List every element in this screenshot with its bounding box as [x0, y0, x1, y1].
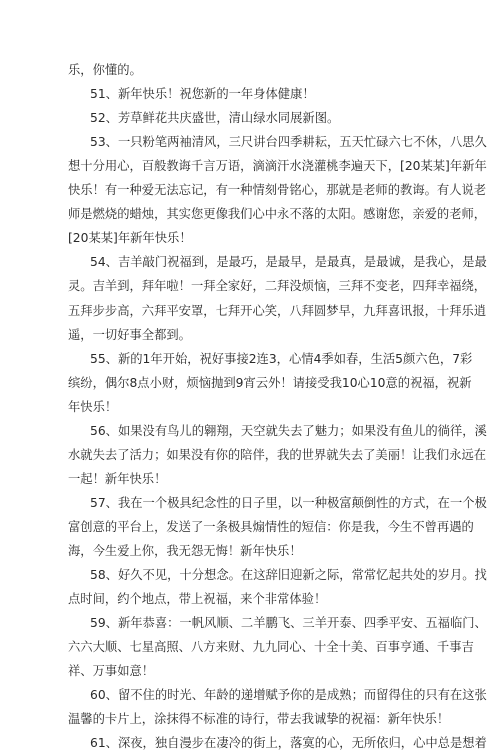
text-line: 缤纷，偶尔8点小财，烦恼抛到9宵云外！请接受我10心10意的祝福，祝新 — [68, 375, 472, 390]
text-line: 六六大顺、七星高照、八方来财、九九同心、十全十美、百事亨通、千事吉 — [68, 640, 474, 655]
text-line: 灵。吉羊到，拜年啦！一拜全家好，二拜没烦恼，三拜不变老，四拜幸福绕， — [68, 279, 487, 294]
text-line: 一起！新年快乐！ — [68, 471, 167, 486]
text-line: 乐，你懂的。 — [68, 63, 142, 77]
text-line: 遥，一切好事全都到。 — [68, 327, 191, 342]
text-line: 57、我在一个极具纪念性的日子里，以一种极富颠倒性的方式，在一个极 — [90, 495, 487, 510]
text-line: 点时间，约个地点，带上祝福，来个非常体验！ — [68, 592, 327, 607]
text-line: 53、一只粉笔两袖清风，三尺讲台四季耕耘，五天忙碌六七不休，八思久 — [90, 135, 487, 150]
text-line: 五拜步步高，六拜平安罩，七拜开心笑，八拜圆梦早，九拜喜讯报，十拜乐逍 — [68, 303, 487, 318]
text-line: 水就失去了活力；如果没有你的陪伴，我的世界就失去了美丽！让我们永远在 — [68, 447, 487, 462]
text-line: 温馨的卡片上，涂抹得不标准的诗行，带去我诚挚的祝福：新年快乐！ — [68, 712, 450, 727]
text-line: [20某某]年新年快乐！ — [68, 231, 192, 246]
text-line: 52、芳草鲜花共庆盛世，清山绿水同展新图。 — [90, 111, 340, 126]
text-line: 海，今生爱上你，我无怨无悔！新年快乐！ — [68, 544, 302, 558]
text-line: 师是燃烧的蜡烛，其实您更像我们心中永不落的太阳。感谢您，亲爱的老师， — [68, 207, 487, 222]
text-line: 想十分用心，百般教诲千言万语，滴滴汗水浇灌桃李遍天下，[20某某]年新年 — [68, 159, 487, 174]
text-line: 61、深夜，独自漫步在凄冷的街上，落寞的心，无所依归，心中总是想着 — [90, 736, 487, 751]
text-line: 55、新的1年开始，祝好事接2连3，心情4季如春，生活5颜六色，7彩 — [90, 351, 473, 366]
text-line: 54、吉羊敲门祝福到，是最巧，是最早，是最真，是最诚，是我心，是最 — [90, 255, 487, 270]
text-line: 富创意的平台上，发送了一条极具煽情性的短信：你是我，今生不曾再遇的 — [68, 519, 474, 534]
text-line: 祥、万事如意！ — [68, 664, 155, 679]
text-line: 年快乐！ — [68, 399, 118, 414]
text-line: 56、如果没有鸟儿的翱翔，天空就失去了魅力；如果没有鱼儿的徜徉，溪 — [90, 423, 487, 438]
text-line: 58、好久不见，十分想念。在这辞旧迎新之际，常常忆起共处的岁月。找 — [90, 568, 487, 583]
text-line: 快乐！有一种爱无法忘记，有一种情刻骨铭心，那就是老师的教诲。有人说老 — [68, 183, 487, 198]
text-line: 59、新年恭喜：一帆风顺、二羊鹏飞、三羊开泰、四季平安、五福临门、 — [90, 616, 487, 631]
text-line: 60、留不住的时光、年龄的递增赋予你的是成熟；而留得住的只有在这张 — [90, 688, 487, 703]
text-line: 51、新年快乐！祝您新的一年身体健康！ — [90, 87, 315, 102]
